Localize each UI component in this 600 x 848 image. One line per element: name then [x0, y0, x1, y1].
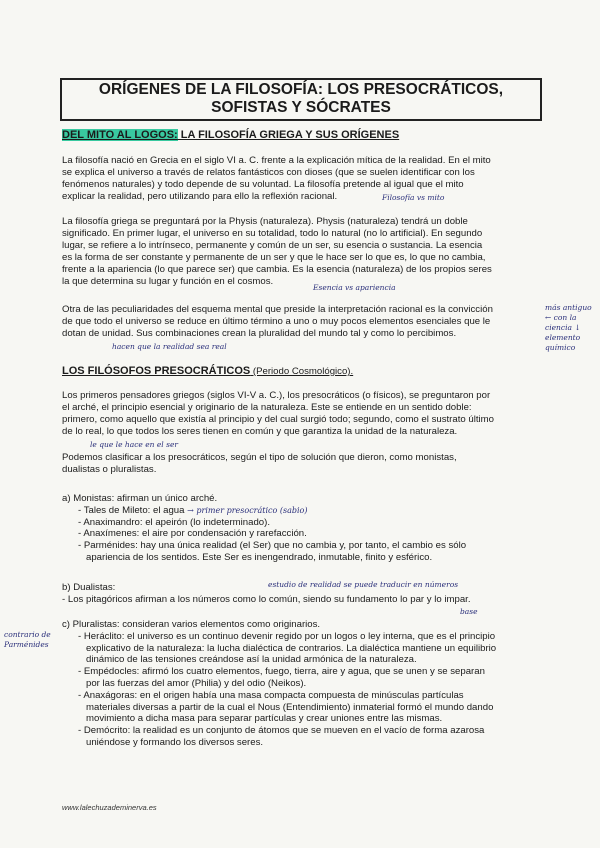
list-item: dinámico de las tensiones creándose así la unidad armónica de la naturaleza.: [86, 654, 417, 666]
list-item: - Tales de Mileto: el agua → primer presocrático (sabio): [78, 504, 308, 516]
list-item: - Parménides: hay una única realidad (el Ser) que no cambia y, por tanto, el cambio es sólo: [78, 540, 467, 552]
paragraph-1: La filosofía nació en Grecia en el siglo VI a. C. frente a la explicación mítica de la realidad. En el mito se explica el universo a través de relatos fantásticos con dioses (que se suelen identificar con los fenómenos naturales) y todo depende de su voluntad. La filosofía pretende al igual que el mito explicar la realidad, pero utilizando para ello la reflexión racional.: [62, 155, 491, 202]
list-item: materiales diversas a partir de la cual el Nous (Entendimiento) inmaterial formó el mundo dando: [86, 701, 494, 713]
list-item: - Anaxágoras: en el origen había una masa compacta compuesta de minúsculas partículas: [78, 689, 464, 701]
list-item: por las fuerzas del amor (Philia) y del odio (Neikos).: [86, 677, 307, 689]
list-item: movimiento a dicha masa para separar partículas y crear uniones entre las mismas.: [86, 713, 443, 725]
handwritten-note-mito: Filosofía vs mito: [382, 193, 445, 202]
paragraph-5: Podemos clasificar a los presocráticos, según el tipo de solución que dieron, como monistas, dualistas o pluralistas.: [62, 452, 457, 475]
paragraph-4: Los primeros pensadores griegos (siglos VI-V a. C.), los presocráticos (o físicos), se preguntaron por el arché, el principio esencial y originario de la naturaleza. Este se entiende en un sentido doble: primero, como aquello que existía al principio y del cual surgió todo; segundo, como el sustrato último de lo real, lo que todos los seres tienen en común y que garantiza la unidad de la naturaleza.: [62, 390, 494, 437]
section-heading-mito-logos: DEL MITO AL LOGOS: LA FILOSOFÍA GRIEGA Y SUS ORÍGENES: [62, 129, 400, 141]
handwritten-note-pitagoricos: estudio de realidad se puede traducir en números: [268, 580, 459, 589]
footer-url: www.lalechuzademinerva.es: [62, 803, 157, 812]
list-item: explicativo de la naturaleza: la lucha dialéctica de contrarios. La dialéctica mantiene un equilibrio: [86, 642, 497, 654]
list-item: - Anaximandro: el apeirón (lo indeterminado).: [78, 516, 270, 528]
list-item: uniéndose y formando los diversos seres.: [86, 736, 264, 748]
dualistas-heading: b) Dualistas:: [62, 582, 116, 593]
page-title: [60, 78, 542, 121]
list-item: - Heráclito: el universo es un continuo devenir regido por un logos o ley interna, que es el principio: [78, 630, 496, 642]
list-item: - Los pitagóricos afirman a los números como lo común, siendo su fundamento lo par y lo impar.: [62, 593, 471, 605]
paragraph-3: Otra de las peculiaridades del esquema mental que preside la interpretación racional es la convicción de que todo el universo se reduce en último término a uno o muy pocos elementos esenciales que le dotan de unidad. Sus combinaciones crean la pluralidad del mundo tal y como lo percibimos.: [62, 304, 493, 339]
list-item: apariencia de los sentidos. Este Ser es inengendrado, inmutable, finito y esférico.: [86, 551, 433, 563]
handwritten-note-esencia: Esencia vs apariencia: [313, 283, 396, 292]
list-item: - Empédocles: afirmó los cuatro elementos, fuego, tierra, aire y agua, que se unen y se separan: [78, 666, 485, 678]
title-line-2: SOFISTAS Y SÓCRATES: [211, 99, 391, 116]
title-line-1: ORÍGENES DE LA FILOSOFÍA: LOS PRESOCRÁTICOS,: [98, 81, 504, 98]
pluralistas-list: [62, 619, 542, 749]
handwritten-margin-right: más antiguo ← con la ciencia ↓ elemento químico: [545, 303, 592, 352]
monistas-heading: a) Monistas: afirman un único arché.: [62, 493, 218, 504]
list-item: - Demócrito: la realidad es un conjunto de átomos que se mueven en el vacío de forma azarosa: [78, 725, 485, 737]
list-item: - Anaxímenes: el aire por condensación y rarefacción.: [78, 528, 307, 540]
monistas-list: [62, 493, 542, 564]
handwritten-note-base: base: [460, 607, 478, 616]
handwritten-note-hacen: hacen que la realidad sea real: [112, 342, 227, 351]
handwritten-margin-left: contrario de Parménides: [4, 630, 51, 649]
handwritten-note-te: le que le hace en el ser: [90, 440, 178, 449]
paragraph-2: La filosofía griega se preguntará por la Physis (naturaleza). Physis (naturaleza) tendrá un doble significado. En primer lugar, el universo en su totalidad, todo lo natural (no lo artificial). En segundo lugar, se refiere a lo intrínseco, permanente y común de un ser, su esencia o sustancia. La esencia es la forma de ser constante y permanente de un ser y que le hace ser lo que es, lo que no cambia, frente a la apariencia (lo que parece ser) que cambia. Es la esencia (naturaleza) de los propios seres la que determina su lugar y función en el cosmos.: [62, 216, 492, 287]
pluralistas-heading: c) Pluralistas: consideran varios elementos como originarios.: [62, 619, 321, 630]
section-heading-presocraticos: LOS FILÓSOFOS PRESOCRÁTICOS (Periodo Cosmológico).: [62, 365, 354, 377]
